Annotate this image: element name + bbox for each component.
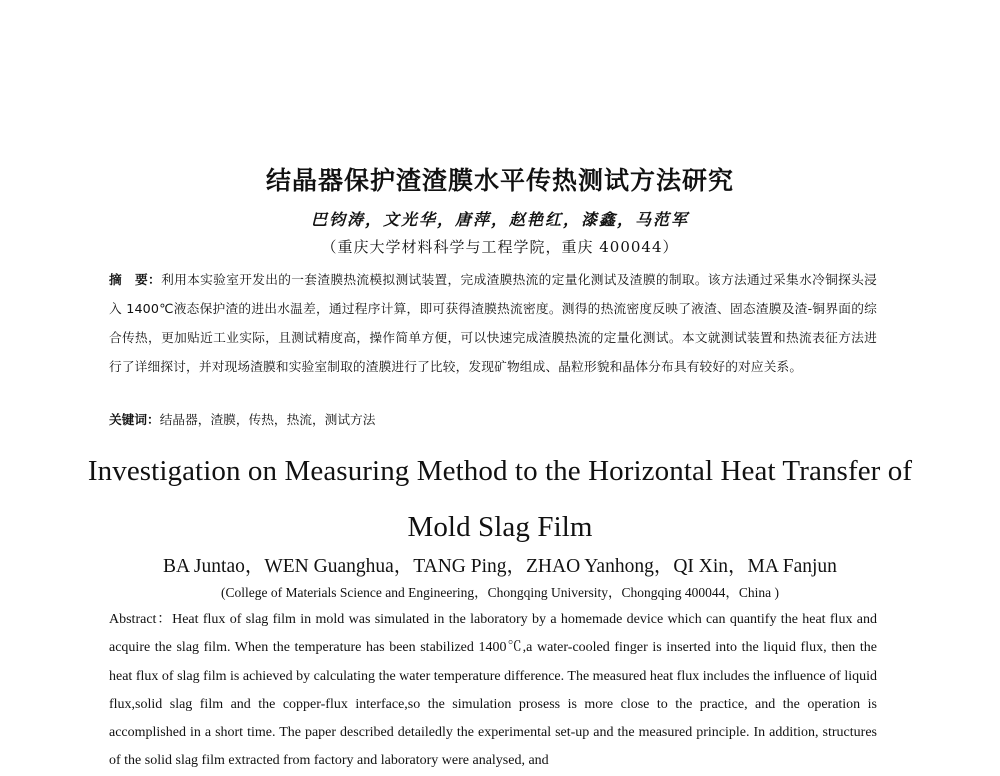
chinese-abstract-text: 利用本实验室开发出的一套渣膜热流模拟测试装置，完成渣膜热流的定量化测试及渣膜的制取。该方法通过采集水冷铜探头浸入 1400℃液态保护渣的进出水温差，通过程序计算，即可获得渣膜热流密度。测得的热流密度反映了液渣、固态渣膜及渣-铜界面的综合传热，更加贴近工业实际，且测试精度高，操作简单方便，可以快速完成渣膜热流的定量化测试。本文就测试装置和热流表征方法进行了详细探讨，并对现场渣膜和实验室制取的渣膜进行了比较，发现矿物组成、晶粒形貌和晶体分布具有较好的对应关系。 xyxy=(109,272,878,374)
chinese-abstract-label: 摘 要： xyxy=(109,272,162,287)
english-authors: BA Juntao，WEN Guanghua，TANG Ping，ZHAO Yanhong，QI Xin，MA Fanjun xyxy=(163,556,837,577)
chinese-authors: 巴钧涛，文光华，唐萍，赵艳红，漆鑫，马范军 xyxy=(310,210,689,229)
english-title: Investigation on Measuring Method to the Horizontal Heat Transfer of Mold Slag Film xyxy=(87,455,913,543)
chinese-abstract xyxy=(109,265,877,381)
chinese-keywords-text: 结晶器，渣膜，传热，热流，测试方法 xyxy=(159,412,376,427)
chinese-keywords xyxy=(109,410,877,430)
chinese-title: 结晶器保护渣渣膜水平传热测试方法研究 xyxy=(265,166,734,195)
chinese-keywords-label: 关键词： xyxy=(109,412,160,427)
english-abstract-text: Heat flux of slag film in mold was simulated in the laboratory by a homemade device which can quantify the heat flux and acquire the slag film. When the temperature has been stabilized 1400℃,a water-cooled finger is inserted into the liquid flux, then the heat flux of slag film is achieved by calculating the water temperature difference. The measured heat flux includes the influence of liquid flux,solid slag film and the copper-flux interface,so the simulation prosess is more close to the practice, and the operation is accomplished in a short time. The paper described detailedly the experimental set-up and the measured principle. In addition, structures of the solid slag film extracted from factory and laboratory were analysed, and xyxy=(109,612,877,769)
english-affiliation: (College of Materials Science and Engineering，Chongqing University，Chongqing 400044，China ) xyxy=(221,585,779,600)
english-abstract xyxy=(109,606,877,776)
english-abstract-label: Abstract： xyxy=(109,612,173,627)
chinese-affiliation: （重庆大学材料科学与工程学院，重庆 400044） xyxy=(321,238,679,256)
